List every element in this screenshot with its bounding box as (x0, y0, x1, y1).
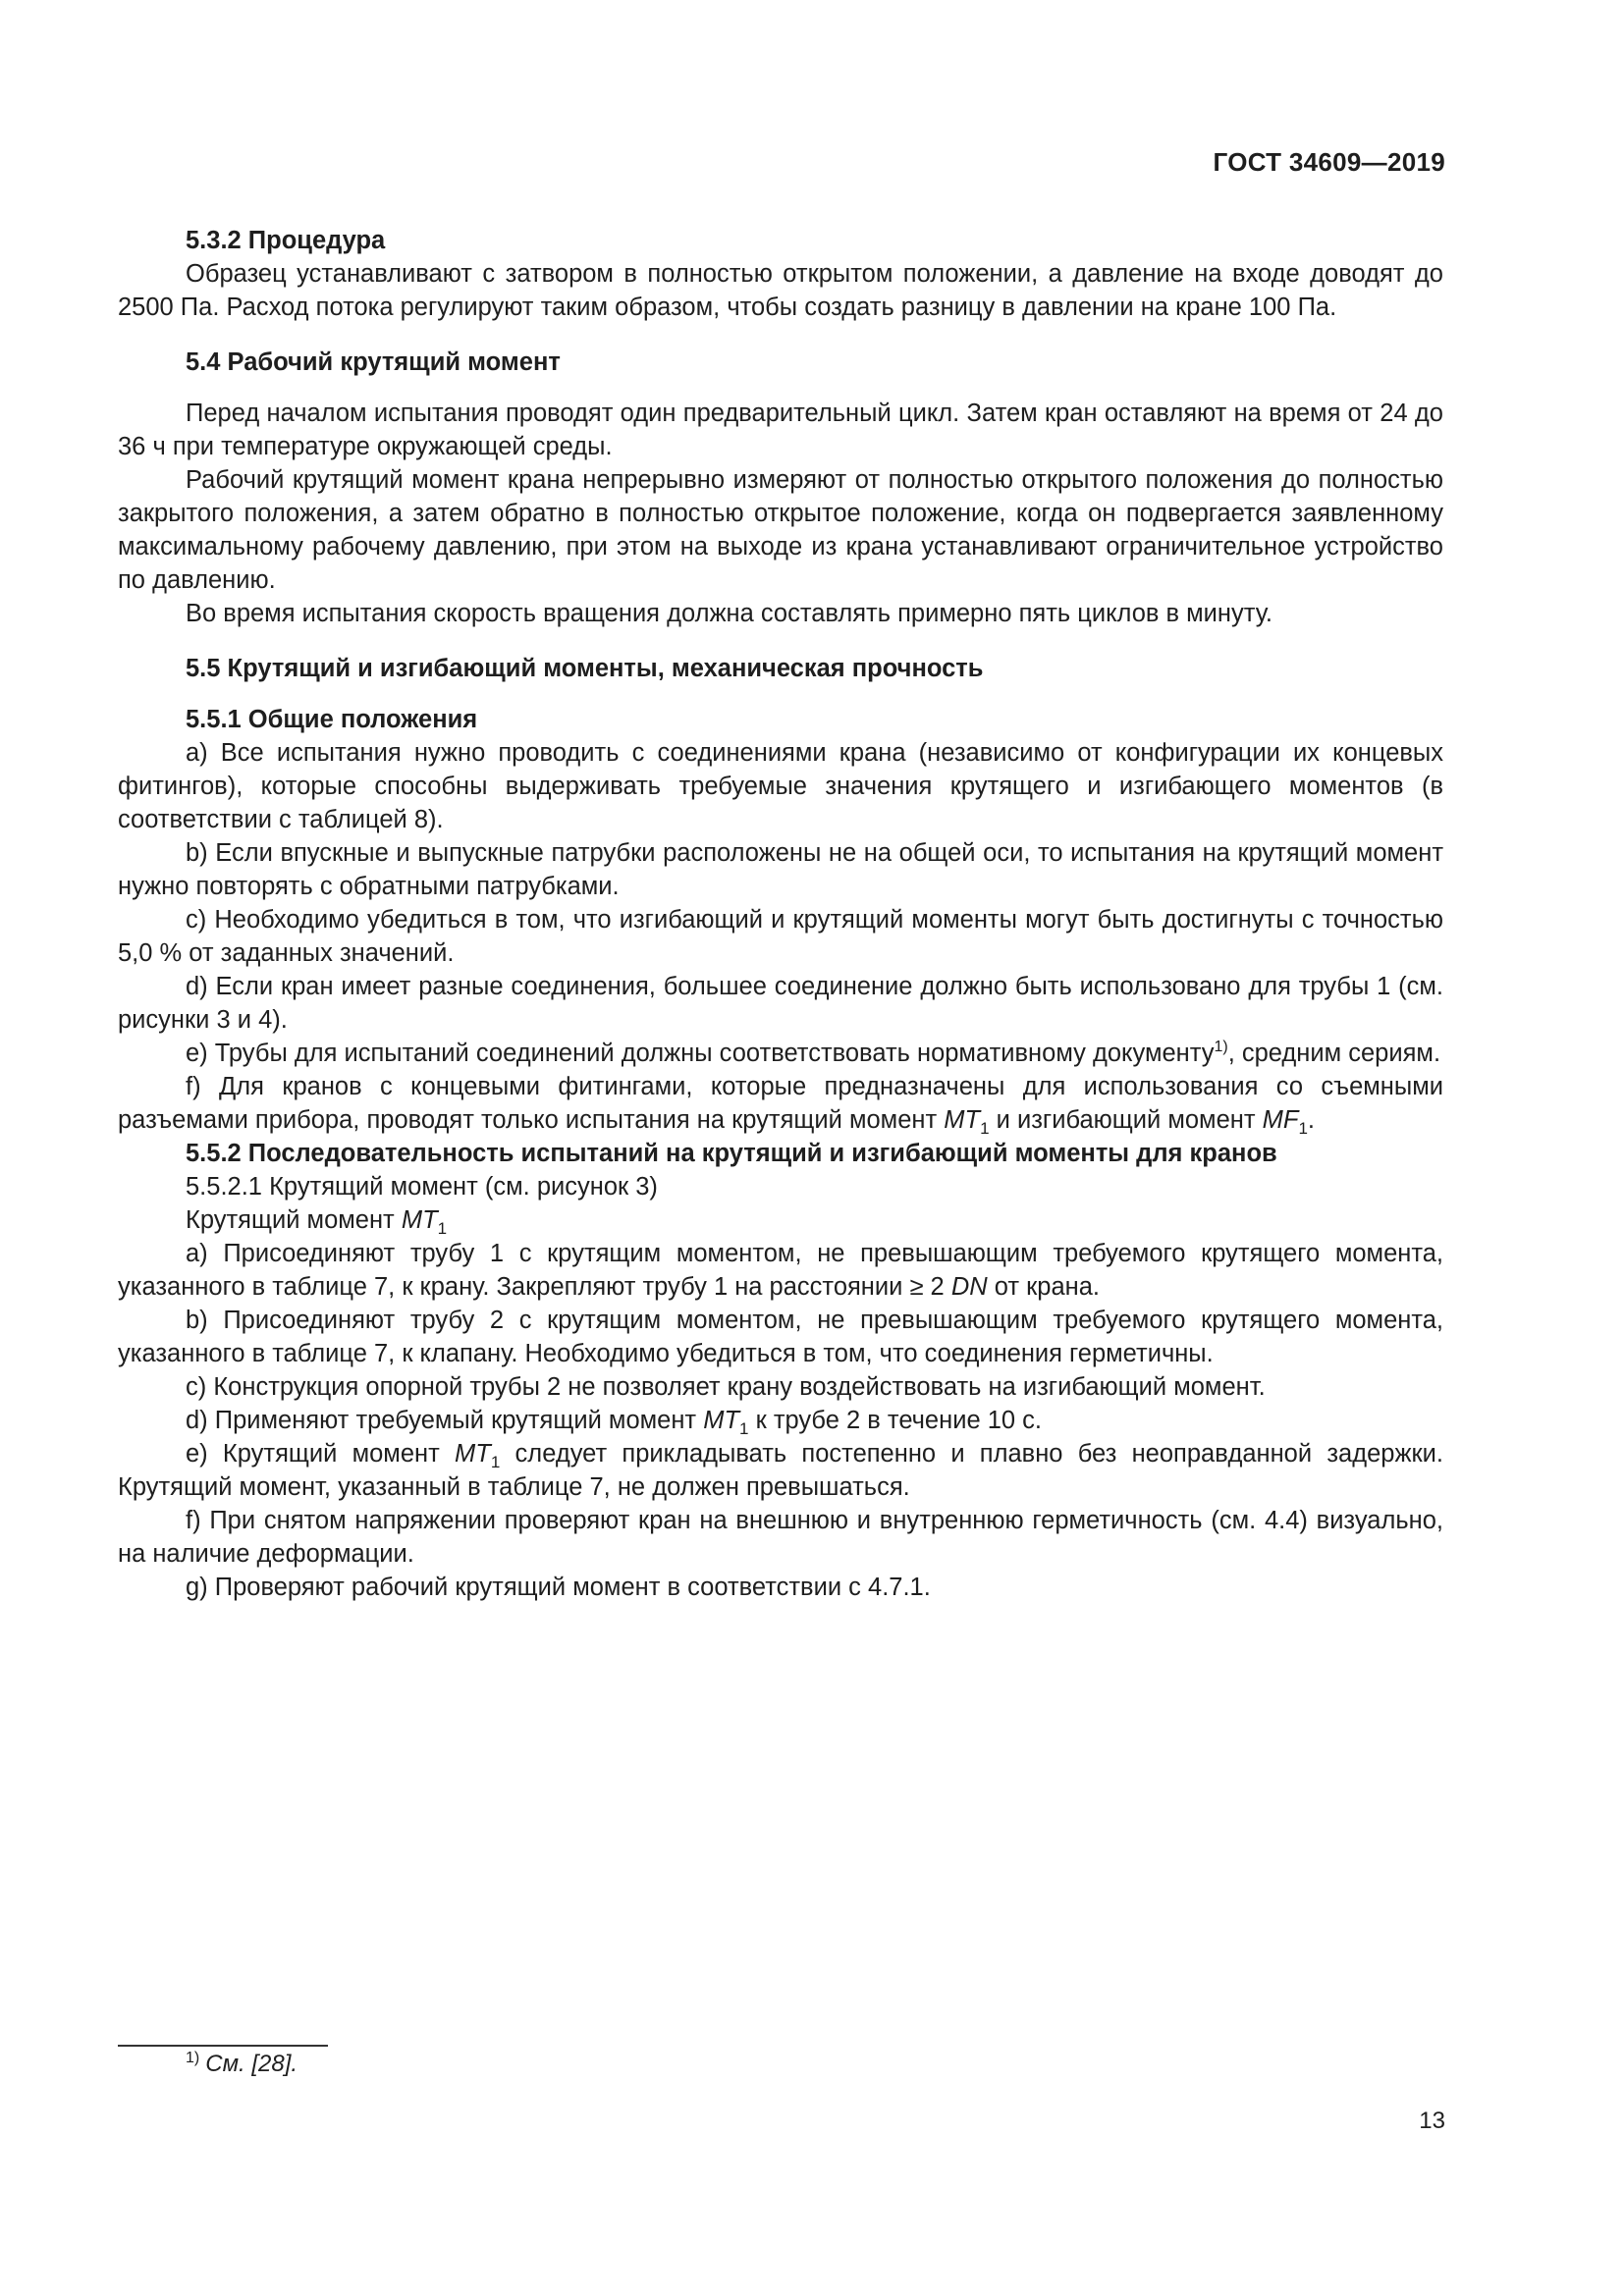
text-span: от крана. (987, 1273, 1100, 1301)
text-span: Крутящий момент (186, 1206, 402, 1234)
text-span: . (1307, 1106, 1315, 1134)
symbol-mt: MT (944, 1106, 981, 1134)
list-item-f: f) При снятом напряжении проверяют кран на внешнюю и внутреннюю герметичность (см. 4.4) визуально, на наличие деформации. (118, 1507, 1443, 1568)
text-span: е) Крутящий момент (186, 1440, 456, 1468)
list-item-e (118, 1437, 1443, 1504)
section-heading-5-5-1: 5.5.1 Общие положения (186, 706, 478, 733)
list-item-a (118, 1237, 1443, 1304)
text-span: d) Применяют требуемый крутящий момент (186, 1407, 704, 1434)
symbol-subscript: 1 (490, 1453, 501, 1471)
standard-designation: ГОСТ 34609—2019 (1213, 147, 1445, 177)
symbol-dn: DN (950, 1273, 988, 1301)
list-item-a: а) Все испытания нужно проводить с соединениями крана (независимо от конфигурации их концевых фитингов), которые способны выдерживать требуемые значения крутящего и изгибающего моментов (в соответствии с таблицей 8). (118, 739, 1443, 833)
text-span: е) Трубы для испытаний соединений должны соответствовать нормативному документу (186, 1040, 1215, 1067)
list-item-d: d) Если кран имеет разные соединения, большее соединение должно быть использовано для трубы 1 (см. рисунки 3 и 4). (118, 973, 1443, 1034)
list-item-g: g) Проверяют рабочий крутящий момент в соответствии с 4.7.1. (186, 1574, 931, 1601)
symbol-subscript: 1 (980, 1119, 990, 1138)
symbol-subscript: 1 (437, 1219, 448, 1238)
text-span: а) Присоединяют трубу 1 с крутящим моментом, не превышающим требуемого крутящего момента, указанного в таблице 7, к крану. Закрепляют трубу 1 на расстоянии ≥ 2 (118, 1240, 1443, 1301)
list-item-f (118, 1070, 1443, 1137)
paragraph: Рабочий крутящий момент крана непрерывно измеряют от полностью открытого положения до полностью закрытого положения, а затем обратно в полностью открытое положение, когда он подвергается заявленному максимальному рабочему давлению, при этом на выходе из крана устанавливают ограничительное устройство по давлению. (118, 466, 1443, 594)
symbol-mt: MT (455, 1440, 491, 1468)
paragraph: Во время испытания скорость вращения должна составлять примерно пять циклов в минуту. (186, 600, 1273, 627)
symbol-mt: MT (703, 1407, 740, 1434)
footnote-text: См. [28]. (205, 2051, 298, 2077)
text-span: и изгибающий момент (989, 1106, 1263, 1134)
section-heading-5-3-2: 5.3.2 Процедура (186, 227, 386, 254)
text-span: f) Для кранов с концевыми фитингами, которые предназначены для использования со съемными разъемами прибора, проводят только испытания на крутящий момент (118, 1073, 1443, 1134)
list-item-b: b) Если впускные и выпускные патрубки расположены не на общей оси, то испытания на крутящий момент нужно повторять с обратными патрубками. (118, 839, 1443, 900)
paragraph: Образец устанавливают с затвором в полностью открытом положении, а давление на входе доводят до 2500 Па. Расход потока регулируют таким образом, чтобы создать разницу в давлении на кране 100 Па. (118, 260, 1443, 321)
symbol-subscript: 1 (1298, 1119, 1308, 1138)
text-span: к трубе 2 в течение 10 с. (748, 1407, 1042, 1434)
section-heading-5-5: 5.5 Крутящий и изгибающий моменты, механическая прочность (186, 655, 984, 682)
footnote-ref: 1) (1214, 1039, 1228, 1055)
footnote-divider (118, 2045, 328, 2047)
symbol-subscript: 1 (739, 1419, 749, 1438)
list-item-c: c) Необходимо убедиться в том, что изгибающий и крутящий моменты могут быть достигнуты с точностью 5,0 % от заданных значений. (118, 906, 1443, 967)
symbol-mt: MT (401, 1206, 438, 1234)
section-heading-5-5-2: 5.5.2 Последовательность испытаний на крутящий и изгибающий моменты для кранов (186, 1140, 1277, 1167)
list-item-d (118, 1404, 1443, 1437)
section-heading-5-4: 5.4 Рабочий крутящий момент (186, 348, 561, 376)
subsection-5-5-2-1: 5.5.2.1 Крутящий момент (см. рисунок 3) (186, 1173, 658, 1201)
list-item-b: b) Присоединяют трубу 2 с крутящим моментом, не превышающим требуемого крутящего момента, указанного в таблице 7, к клапану. Необходимо убедиться в том, что соединения герметичны. (118, 1307, 1443, 1367)
symbol-mf: MF (1262, 1106, 1299, 1134)
footnote-mark: 1) (186, 2050, 200, 2066)
paragraph: Перед началом испытания проводят один предварительный цикл. Затем кран оставляют на время от 24 до 36 ч при температуре окружающей среды. (118, 400, 1443, 460)
page-body (118, 224, 1443, 1604)
text-span: следует прикладывать постепенно и плавно без неоправданной задержки. Крутящий момент, указанный в таблице 7, не должен превышаться. (118, 1440, 1443, 1501)
torque-label (118, 1203, 1443, 1237)
page-number: 13 (1419, 2108, 1445, 2134)
text-span: , средним сериям. (1227, 1040, 1441, 1067)
list-item-e (118, 1037, 1443, 1070)
list-item-c: c) Конструкция опорной трубы 2 не позволяет крану воздействовать на изгибающий момент. (186, 1373, 1266, 1401)
footnote (186, 2050, 298, 2078)
